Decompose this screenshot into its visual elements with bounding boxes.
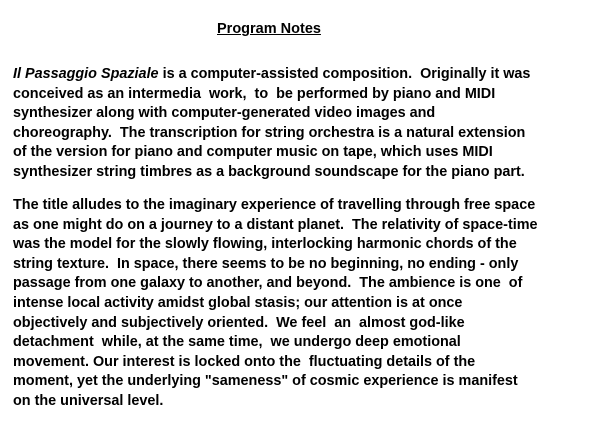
text-line: was the model for the slowly flowing, interlocking harmonic chords of the — [13, 236, 517, 253]
text-line: synthesizer string timbres as a background soundscape for the piano part. — [13, 163, 525, 180]
paragraph-intro — [13, 65, 601, 183]
text-line: passage from one galaxy to another, and beyond. The ambience is one of — [13, 275, 523, 292]
paragraph-title-meaning — [13, 196, 601, 412]
text-line: as one might do on a journey to a distant planet. The relativity of space-time — [13, 216, 538, 233]
text-line: of the version for piano and computer music on tape, which uses MIDI — [13, 144, 493, 161]
text-line — [13, 65, 601, 85]
text-line: synthesizer along with computer-generated video images and — [13, 105, 436, 122]
text-line-rest: is a computer-assisted composition. Originally it was — [158, 66, 531, 82]
text-line: objectively and subjectively oriented. We feel an almost god-like — [13, 314, 465, 331]
text-line: detachment while, at the same time, we undergo deep emotional — [13, 334, 461, 351]
text-line: choreography. The transcription for string orchestra is a natural extension — [13, 124, 526, 141]
text-line: conceived as an intermedia work, to be performed by piano and MIDI — [13, 85, 496, 102]
text-line: movement. Our interest is locked onto the fluctuating details of the — [13, 353, 476, 370]
text-line: The title alludes to the imaginary experience of travelling through free space — [13, 197, 536, 213]
composition-title: Il Passaggio Spaziale — [13, 66, 159, 82]
text-line: moment, yet the underlying "sameness" of cosmic experience is manifest — [13, 373, 518, 390]
text-line: on the universal level. — [13, 392, 164, 409]
page-title: Program Notes — [217, 21, 321, 37]
text-line: string texture. In space, there seems to be no beginning, no ending - only — [13, 255, 519, 272]
text-line: intense local activity amidst global stasis; our attention is at once — [13, 294, 463, 311]
